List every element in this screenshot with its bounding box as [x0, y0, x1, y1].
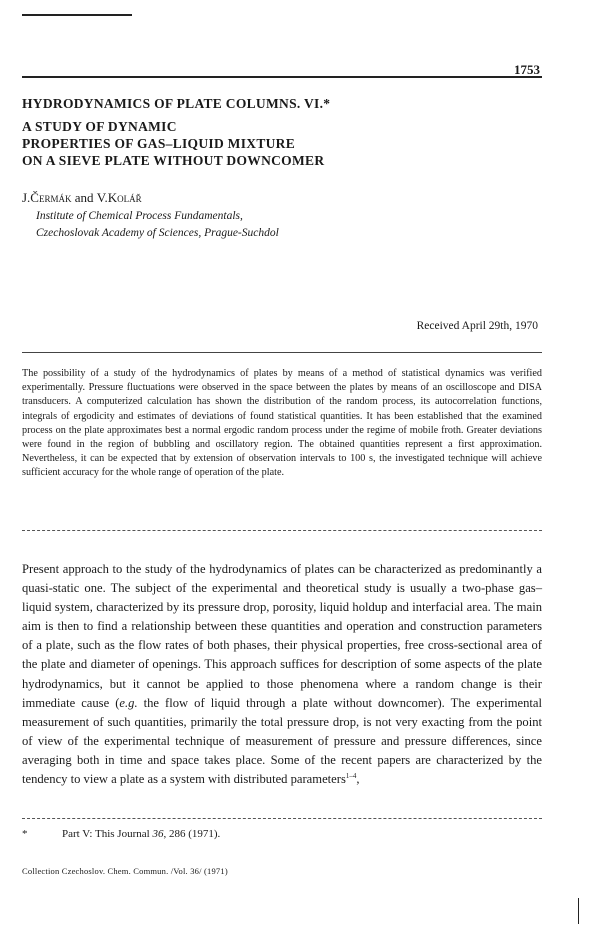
body-text-part-3: ,	[356, 772, 360, 787]
abstract: The possibility of a study of the hydrodynamics of plates by means of a method of statistical dynamics was verified experimentally. Pressure fluctuations were observed in the space between the plates by means of an oscilloscope and DISA transducers. A computerized calculation has shown the distribution of the random process, its autocorrelation functions, integrals of ergodicity and estimates of deviations of found statistical quantities. It has been established that the examined process on the plate approximates best a normal ergodic random process under the regime of mobile froth. Greater deviations were found in the region of bubbling and oscillatory region. The obtained quantities represent a first approximation. Nevertheless, it can be expected that by extension of observation intervals to 100 s, the investigated technique will achieve sufficient accuracy for the whole range of operation of the plate.	[22, 368, 542, 479]
title-line-1: HYDRODYNAMICS OF PLATE COLUMNS. VI.*	[22, 96, 331, 111]
body-text-part-2: the flow of liquid through a plate without downcomer). The experimental measurement of such quantities, primarily the total pressure drop, is not very exacting from the point of view of the experimental technique of measurement of pressure and pressure differences, since averaging both in time and space takes place. Some of the recent papers are characterized by the tendency to view a plate as a system with distributed parameters	[22, 695, 542, 787]
footnote-marker: *	[22, 828, 28, 840]
body-text-eg: e.g.	[119, 695, 138, 710]
footnote-text-before: Part V: This Journal	[62, 828, 153, 840]
title-line-4: ON A SIEVE PLATE WITHOUT DOWNCOMER	[22, 153, 325, 168]
reference-marker: 1–4	[345, 771, 357, 780]
footnote-text-after: , 286 (1971).	[163, 828, 221, 840]
affiliation-line-2: Czechoslovak Academy of Sciences, Prague-Suchdol	[36, 227, 279, 239]
author-connector: and	[71, 190, 97, 205]
title-line-3: PROPERTIES OF GAS–LIQUID MIXTURE	[22, 136, 296, 151]
affiliation-line-1: Institute of Chemical Process Fundamentals,	[36, 210, 243, 222]
header-rule	[22, 76, 542, 78]
abstract-bottom-rule	[22, 530, 542, 531]
author-1: J.Čermák	[22, 190, 72, 205]
abstract-top-rule	[22, 352, 542, 353]
footnote	[22, 828, 220, 840]
page-number: 1753	[514, 62, 540, 77]
body-text-part-1: Present approach to the study of the hydrodynamics of plates can be characterized as predominantly a quasi-static one. The subject of the experimental and theoretical study is usually a two-phase gas–liquid system, characterized by its pressure drop, porosity, liquid holdup and interfacial area. The main aim is then to find a relationship between these quantities and operation and construction parameters of a plate, such as the flow rates of both phases, their physical properties, free cross-sectional area of the plate and diameter of openings. This approach suffices for description of some aspects of the plate hydrodynamics, but it cannot be applied to those phenomena where a random change is their immediate cause (	[22, 562, 542, 710]
journal-citation-line: Collection Czechoslov. Chem. Commun. /Vol. 36/ (1971)	[22, 866, 228, 876]
footnote-volume: 36	[152, 828, 164, 840]
authors	[22, 190, 142, 206]
top-rule	[22, 14, 132, 16]
author-2: V.Kolář	[96, 190, 142, 205]
footnote-rule	[22, 818, 542, 819]
right-edge-mark	[578, 898, 579, 924]
body-paragraph	[22, 560, 542, 789]
received-date: Received April 29th, 1970	[416, 320, 538, 332]
title-line-2: A STUDY OF DYNAMIC	[22, 119, 177, 134]
